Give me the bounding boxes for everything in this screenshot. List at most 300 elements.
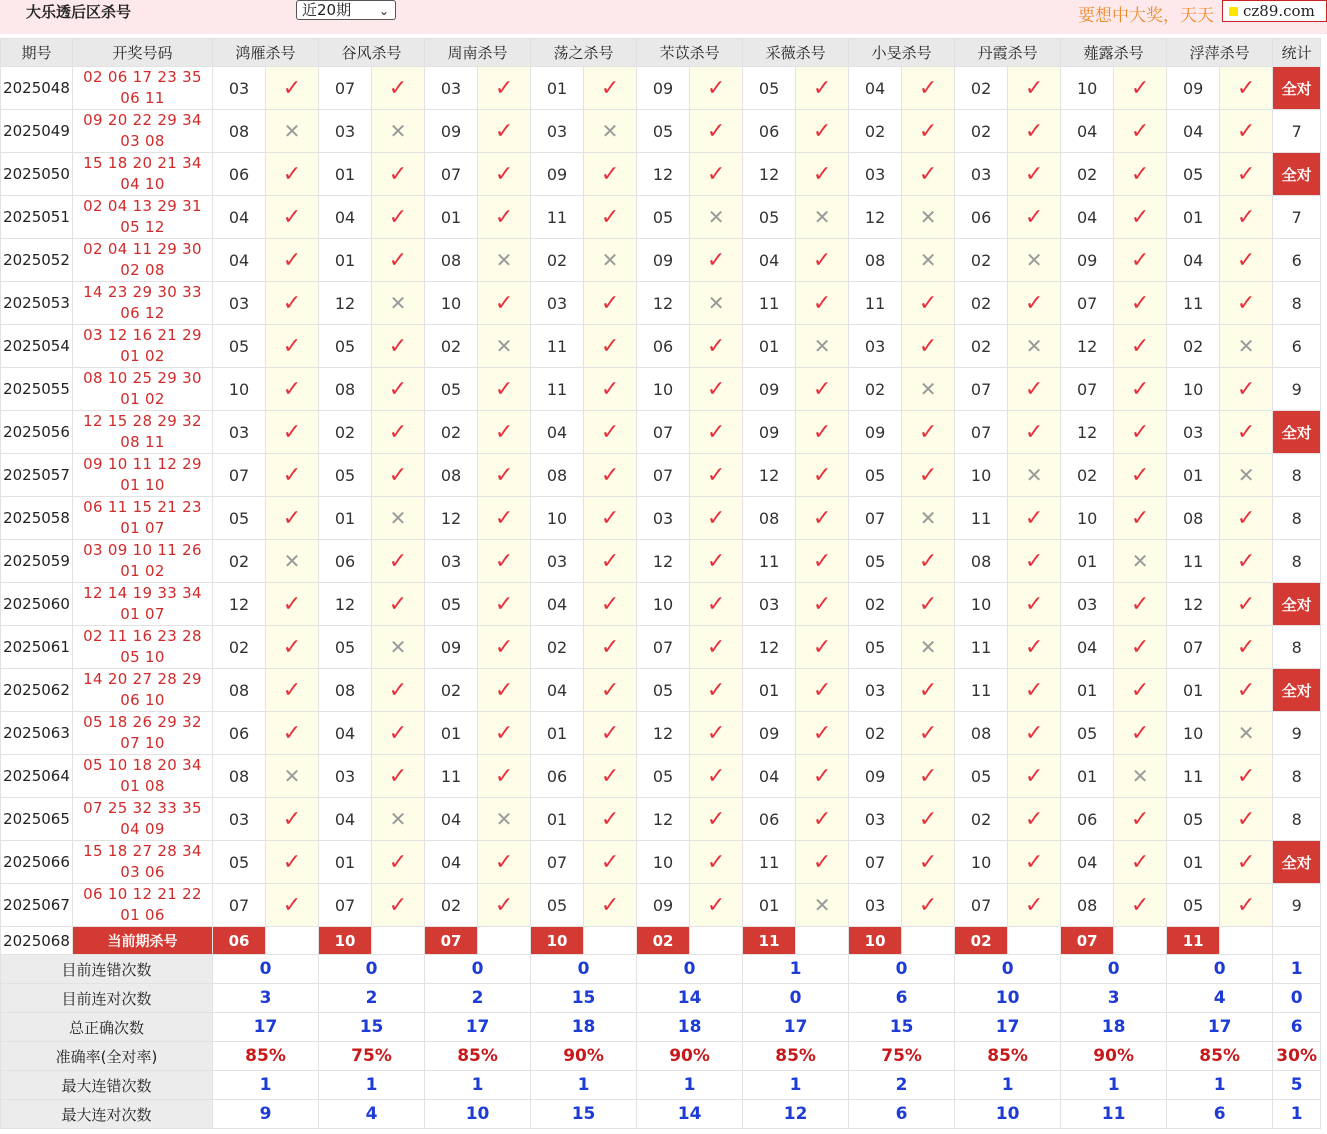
result-mark-cell <box>902 153 955 196</box>
kill-number: 02 <box>213 540 266 583</box>
summary-value: 17 <box>955 1013 1061 1042</box>
check-icon: ✓ <box>1024 806 1044 832</box>
row-stat: 9 <box>1273 712 1321 755</box>
check-icon: ✓ <box>388 333 408 359</box>
kill-number: 03 <box>213 411 266 454</box>
kill-number: 12 <box>637 712 690 755</box>
cross-icon: ✕ <box>1237 720 1255 745</box>
summary-value: 85% <box>213 1042 319 1071</box>
result-mark-cell <box>584 325 637 368</box>
table-row <box>1 153 1321 196</box>
cross-icon: ✕ <box>601 118 619 143</box>
result-mark-cell <box>372 325 425 368</box>
table-row <box>1 239 1321 282</box>
cross-icon: ✕ <box>919 376 937 401</box>
result-mark-cell <box>902 626 955 669</box>
result-mark-cell <box>796 884 849 927</box>
kill-number: 02 <box>955 239 1008 282</box>
check-icon: ✓ <box>282 204 302 230</box>
result-mark-cell <box>584 110 637 153</box>
check-icon: ✓ <box>494 591 514 617</box>
summary-value: 15 <box>849 1013 955 1042</box>
summary-value: 90% <box>637 1042 743 1071</box>
result-mark-cell <box>690 67 743 110</box>
result-mark-cell <box>266 368 319 411</box>
check-icon: ✓ <box>706 247 726 273</box>
result-mark-cell <box>902 497 955 540</box>
check-icon: ✓ <box>388 892 408 918</box>
check-icon: ✓ <box>812 161 832 187</box>
check-icon: ✓ <box>706 505 726 531</box>
draw-front-numbers: 03 09 10 11 26 <box>83 541 202 559</box>
kill-number: 10 <box>955 841 1008 884</box>
result-mark-cell <box>372 454 425 497</box>
kill-number: 08 <box>743 497 796 540</box>
draw-back-numbers: 06 12 <box>120 304 165 322</box>
kill-number: 10 <box>955 454 1008 497</box>
cross-icon: ✕ <box>813 204 831 229</box>
check-icon: ✓ <box>282 591 302 617</box>
check-icon: ✓ <box>1024 204 1044 230</box>
row-stat: 全对 <box>1273 841 1321 884</box>
summary-value: 90% <box>1061 1042 1167 1071</box>
site-badge[interactable] <box>1222 0 1327 22</box>
result-mark-cell <box>1114 884 1167 927</box>
check-icon: ✓ <box>1130 75 1150 101</box>
current-kill-number: 06 <box>213 927 266 955</box>
result-mark-cell <box>690 497 743 540</box>
kill-number: 02 <box>849 583 902 626</box>
check-icon: ✓ <box>1236 763 1256 789</box>
result-mark-cell <box>1008 755 1061 798</box>
row-stat: 7 <box>1273 110 1321 153</box>
cross-icon: ✕ <box>813 892 831 917</box>
current-kill-number: 11 <box>1167 927 1220 955</box>
row-stat: 全对 <box>1273 669 1321 712</box>
kill-number: 05 <box>743 196 796 239</box>
kill-number: 05 <box>213 497 266 540</box>
current-kill-blank <box>690 927 743 955</box>
result-mark-cell <box>690 798 743 841</box>
result-mark-cell <box>584 368 637 411</box>
kill-number: 05 <box>531 884 584 927</box>
result-mark-cell <box>1220 540 1273 583</box>
draw-numbers <box>73 798 213 841</box>
kill-number: 06 <box>955 196 1008 239</box>
kill-number: 05 <box>425 583 478 626</box>
result-mark-cell <box>1220 841 1273 884</box>
result-mark-cell <box>902 798 955 841</box>
result-mark-cell <box>1220 368 1273 411</box>
result-mark-cell <box>1008 368 1061 411</box>
cross-icon: ✕ <box>495 806 513 831</box>
kill-number: 11 <box>849 282 902 325</box>
check-icon: ✓ <box>494 677 514 703</box>
draw-numbers <box>73 540 213 583</box>
summary-value: 1 <box>637 1071 743 1100</box>
summary-value: 75% <box>319 1042 425 1071</box>
kill-number: 03 <box>849 669 902 712</box>
result-mark-cell <box>478 841 531 884</box>
kill-number: 07 <box>955 411 1008 454</box>
issue-number: 2025051 <box>1 196 73 239</box>
row-stat: 8 <box>1273 282 1321 325</box>
draw-front-numbers: 02 11 16 23 28 <box>83 627 202 645</box>
result-mark-cell <box>584 626 637 669</box>
draw-back-numbers: 04 10 <box>120 175 165 193</box>
kill-number: 06 <box>743 110 796 153</box>
summary-value: 3 <box>1061 984 1167 1013</box>
check-icon: ✓ <box>812 247 832 273</box>
check-icon: ✓ <box>706 677 726 703</box>
draw-numbers <box>73 153 213 196</box>
cross-icon: ✕ <box>389 634 407 659</box>
result-mark-cell <box>478 583 531 626</box>
check-icon: ✓ <box>282 806 302 832</box>
summary-value: 14 <box>637 984 743 1013</box>
kill-number: 07 <box>1167 626 1220 669</box>
kill-number: 12 <box>743 153 796 196</box>
check-icon: ✓ <box>1236 290 1256 316</box>
check-icon: ✓ <box>918 763 938 789</box>
cross-icon: ✕ <box>1131 763 1149 788</box>
result-mark-cell <box>902 540 955 583</box>
result-mark-cell <box>1114 196 1167 239</box>
draw-back-numbers: 01 07 <box>120 519 165 537</box>
kill-number: 05 <box>849 540 902 583</box>
kill-number: 12 <box>1061 325 1114 368</box>
result-mark-cell <box>1114 239 1167 282</box>
kill-number: 11 <box>955 626 1008 669</box>
result-mark-cell <box>690 368 743 411</box>
result-mark-cell <box>690 411 743 454</box>
row-stat: 9 <box>1273 884 1321 927</box>
summary-value: 85% <box>743 1042 849 1071</box>
check-icon: ✓ <box>388 849 408 875</box>
check-icon: ✓ <box>600 806 620 832</box>
kill-number: 12 <box>1167 583 1220 626</box>
current-kill-blank <box>1008 927 1061 955</box>
kill-number: 09 <box>637 884 690 927</box>
current-kill-section <box>1 927 1321 955</box>
summary-stat: 0 <box>1273 984 1321 1013</box>
result-mark-cell <box>796 540 849 583</box>
result-mark-cell <box>584 153 637 196</box>
kill-number: 05 <box>955 755 1008 798</box>
summary-value: 75% <box>849 1042 955 1071</box>
check-icon: ✓ <box>388 75 408 101</box>
check-icon: ✓ <box>494 892 514 918</box>
kill-number: 05 <box>743 67 796 110</box>
issue-number: 2025060 <box>1 583 73 626</box>
kill-number: 02 <box>849 712 902 755</box>
kill-number: 01 <box>743 325 796 368</box>
result-mark-cell <box>1220 282 1273 325</box>
draw-numbers <box>73 497 213 540</box>
result-mark-cell <box>584 411 637 454</box>
result-mark-cell <box>1008 110 1061 153</box>
check-icon: ✓ <box>706 591 726 617</box>
result-mark-cell <box>584 540 637 583</box>
summary-value: 18 <box>531 1013 637 1042</box>
check-icon: ✓ <box>1130 419 1150 445</box>
kill-number: 09 <box>849 755 902 798</box>
check-icon: ✓ <box>388 720 408 746</box>
check-icon: ✓ <box>812 75 832 101</box>
header-row <box>1 39 1321 67</box>
result-mark-cell <box>372 67 425 110</box>
table-row <box>1 497 1321 540</box>
result-mark-cell <box>796 239 849 282</box>
cross-icon: ✕ <box>919 204 937 229</box>
draw-front-numbers: 03 12 16 21 29 <box>83 326 202 344</box>
column-header-expert: 鸿雁杀号 <box>213 39 319 67</box>
current-kill-blank <box>478 927 531 955</box>
check-icon: ✓ <box>600 376 620 402</box>
kill-number: 11 <box>531 368 584 411</box>
check-icon: ✓ <box>388 591 408 617</box>
result-mark-cell <box>902 368 955 411</box>
summary-value: 0 <box>743 984 849 1013</box>
check-icon: ✓ <box>388 204 408 230</box>
kill-number: 04 <box>1061 110 1114 153</box>
cross-icon: ✕ <box>601 247 619 272</box>
check-icon: ✓ <box>600 333 620 359</box>
kill-number: 07 <box>319 67 372 110</box>
draw-numbers <box>73 626 213 669</box>
result-mark-cell <box>1114 153 1167 196</box>
kill-number: 01 <box>425 712 478 755</box>
kill-number: 05 <box>213 325 266 368</box>
result-mark-cell <box>266 669 319 712</box>
issue-number: 2025066 <box>1 841 73 884</box>
result-mark-cell <box>902 282 955 325</box>
kill-number: 01 <box>1167 841 1220 884</box>
kill-number: 05 <box>319 454 372 497</box>
result-mark-cell <box>266 67 319 110</box>
kill-number: 01 <box>1167 196 1220 239</box>
result-mark-cell <box>1220 884 1273 927</box>
check-icon: ✓ <box>600 462 620 488</box>
summary-row <box>1 1013 1321 1042</box>
result-mark-cell <box>266 196 319 239</box>
check-icon: ✓ <box>918 548 938 574</box>
check-icon: ✓ <box>600 634 620 660</box>
result-mark-cell <box>584 755 637 798</box>
kill-number: 09 <box>425 110 478 153</box>
draw-front-numbers: 05 18 26 29 32 <box>83 713 202 731</box>
kill-number: 03 <box>425 540 478 583</box>
kill-number: 03 <box>955 153 1008 196</box>
cross-icon: ✕ <box>1025 462 1043 487</box>
result-mark-cell <box>584 282 637 325</box>
table-row <box>1 798 1321 841</box>
result-mark-cell <box>902 669 955 712</box>
current-kill-number: 07 <box>425 927 478 955</box>
kill-number: 11 <box>743 282 796 325</box>
summary-value: 1 <box>743 1071 849 1100</box>
cross-icon: ✕ <box>1025 247 1043 272</box>
draw-numbers <box>73 712 213 755</box>
draw-back-numbers: 01 10 <box>120 476 165 494</box>
table-row <box>1 411 1321 454</box>
kill-number: 01 <box>319 239 372 282</box>
cross-icon: ✕ <box>283 548 301 573</box>
kill-number: 01 <box>531 712 584 755</box>
top-bar <box>0 0 1327 34</box>
kill-number: 07 <box>213 454 266 497</box>
check-icon: ✓ <box>1024 849 1044 875</box>
result-mark-cell <box>478 755 531 798</box>
draw-front-numbers: 12 14 19 33 34 <box>83 584 202 602</box>
summary-stat: 1 <box>1273 955 1321 984</box>
check-icon: ✓ <box>812 505 832 531</box>
summary-value: 0 <box>849 955 955 984</box>
result-mark-cell <box>796 712 849 755</box>
result-mark-cell <box>796 497 849 540</box>
cross-icon: ✕ <box>389 290 407 315</box>
kill-number: 11 <box>1167 282 1220 325</box>
kill-number: 09 <box>849 411 902 454</box>
row-stat: 8 <box>1273 497 1321 540</box>
result-mark-cell <box>690 884 743 927</box>
kill-number: 11 <box>955 497 1008 540</box>
check-icon: ✓ <box>1130 806 1150 832</box>
issue-number: 2025064 <box>1 755 73 798</box>
draw-numbers <box>73 411 213 454</box>
kill-number: 04 <box>1061 626 1114 669</box>
site-name: cz89.com <box>1243 2 1315 20</box>
draw-front-numbers: 02 04 11 29 30 <box>83 240 202 258</box>
result-mark-cell <box>584 497 637 540</box>
result-mark-cell <box>478 196 531 239</box>
check-icon: ✓ <box>1236 118 1256 144</box>
kill-number: 04 <box>849 67 902 110</box>
row-stat: 6 <box>1273 325 1321 368</box>
summary-value: 10 <box>425 1100 531 1129</box>
issue-number: 2025067 <box>1 884 73 927</box>
check-icon: ✓ <box>1130 376 1150 402</box>
result-mark-cell <box>796 67 849 110</box>
draw-front-numbers: 09 20 22 29 34 <box>83 111 202 129</box>
check-icon: ✓ <box>706 720 726 746</box>
kill-number: 11 <box>955 669 1008 712</box>
kill-number: 08 <box>955 540 1008 583</box>
kill-number: 12 <box>213 583 266 626</box>
column-header-expert: 薤露杀号 <box>1061 39 1167 67</box>
summary-value: 17 <box>213 1013 319 1042</box>
kill-number: 02 <box>425 884 478 927</box>
kill-number: 02 <box>213 626 266 669</box>
check-icon: ✓ <box>282 247 302 273</box>
result-mark-cell <box>372 497 425 540</box>
kill-number: 07 <box>955 368 1008 411</box>
issue-number: 2025054 <box>1 325 73 368</box>
check-icon: ✓ <box>600 849 620 875</box>
kill-number: 05 <box>849 626 902 669</box>
check-icon: ✓ <box>600 677 620 703</box>
kill-number: 01 <box>743 669 796 712</box>
current-kill-blank <box>1114 927 1167 955</box>
draw-back-numbers: 01 02 <box>120 562 165 580</box>
result-mark-cell <box>478 712 531 755</box>
result-mark-cell <box>690 282 743 325</box>
current-kill-number: 02 <box>637 927 690 955</box>
check-icon: ✓ <box>388 247 408 273</box>
current-kill-number: 10 <box>531 927 584 955</box>
kill-number: 03 <box>849 798 902 841</box>
current-kill-number: 02 <box>955 927 1008 955</box>
kill-number: 11 <box>1167 755 1220 798</box>
draw-back-numbers: 07 10 <box>120 734 165 752</box>
draw-numbers <box>73 239 213 282</box>
row-stat: 7 <box>1273 196 1321 239</box>
current-kill-blank <box>796 927 849 955</box>
result-mark-cell <box>372 196 425 239</box>
check-icon: ✓ <box>706 634 726 660</box>
draw-back-numbers: 01 02 <box>120 347 165 365</box>
kill-number: 07 <box>213 884 266 927</box>
result-mark-cell <box>478 282 531 325</box>
check-icon: ✓ <box>282 333 302 359</box>
draw-back-numbers: 01 07 <box>120 605 165 623</box>
table-row <box>1 755 1321 798</box>
draw-rows <box>1 67 1321 927</box>
check-icon: ✓ <box>812 591 832 617</box>
current-kill-row <box>1 927 1321 955</box>
check-icon: ✓ <box>812 290 832 316</box>
table-row <box>1 583 1321 626</box>
result-mark-cell <box>1114 282 1167 325</box>
check-icon: ✓ <box>1024 763 1044 789</box>
check-icon: ✓ <box>1130 634 1150 660</box>
kill-number: 02 <box>955 325 1008 368</box>
draw-front-numbers: 15 18 27 28 34 <box>83 842 202 860</box>
period-select[interactable] <box>296 0 396 20</box>
kill-number: 05 <box>1167 798 1220 841</box>
kill-number: 04 <box>743 755 796 798</box>
draw-numbers <box>73 884 213 927</box>
result-mark-cell <box>1114 669 1167 712</box>
kill-number: 05 <box>637 755 690 798</box>
summary-value: 17 <box>743 1013 849 1042</box>
summary-section <box>1 955 1321 1129</box>
kill-number: 04 <box>319 196 372 239</box>
kill-number: 08 <box>425 454 478 497</box>
check-icon: ✓ <box>1236 161 1256 187</box>
kill-number: 02 <box>849 110 902 153</box>
issue-number: 2025055 <box>1 368 73 411</box>
result-mark-cell <box>372 755 425 798</box>
kill-number: 11 <box>531 325 584 368</box>
issue-number: 2025048 <box>1 67 73 110</box>
kill-number: 06 <box>213 712 266 755</box>
result-mark-cell <box>266 282 319 325</box>
kill-number: 07 <box>637 626 690 669</box>
slogan-banner[interactable]: 要想中大奖，天天 <box>1078 6 1214 26</box>
check-icon: ✓ <box>494 75 514 101</box>
result-mark-cell <box>478 411 531 454</box>
kill-number: 05 <box>425 368 478 411</box>
result-mark-cell <box>478 798 531 841</box>
kill-number: 12 <box>425 497 478 540</box>
check-icon: ✓ <box>706 763 726 789</box>
kill-number: 04 <box>425 841 478 884</box>
check-icon: ✓ <box>1024 505 1044 531</box>
kill-number: 10 <box>1061 67 1114 110</box>
check-icon: ✓ <box>918 677 938 703</box>
column-header-expert: 芣苡杀号 <box>637 39 743 67</box>
